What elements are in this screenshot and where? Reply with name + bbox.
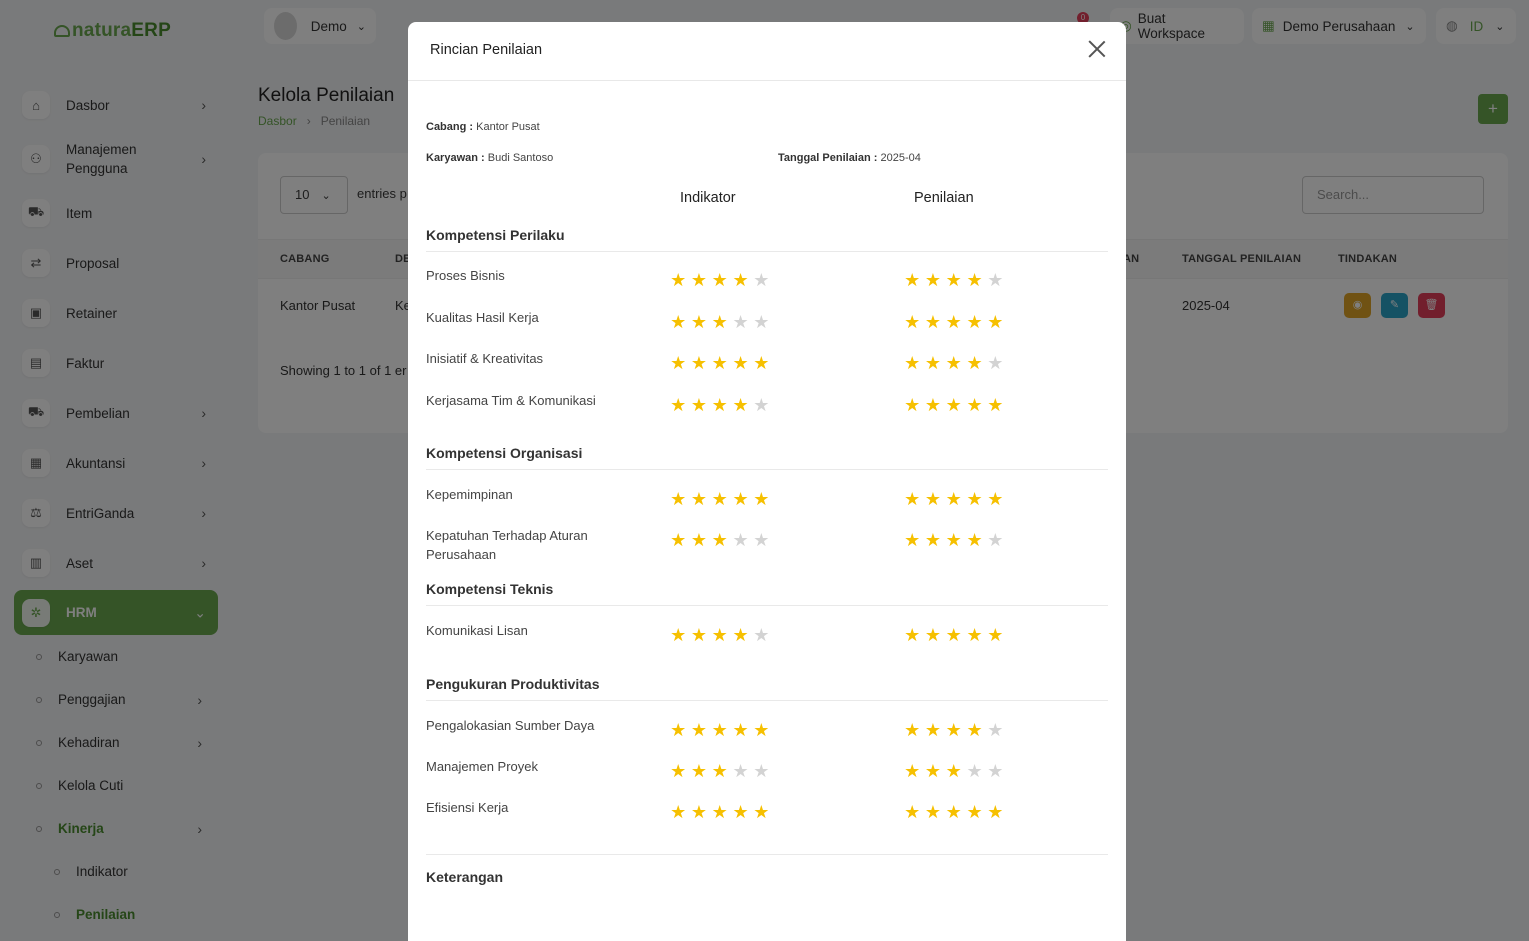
star-icon: ★ bbox=[690, 395, 708, 415]
star-icon: ★ bbox=[987, 270, 1004, 290]
star-icon: ★ bbox=[924, 720, 942, 740]
star-icon: ★ bbox=[924, 395, 942, 415]
star-icon: ★ bbox=[924, 761, 942, 781]
star-icon: ★ bbox=[987, 530, 1004, 550]
indikator-rating bbox=[669, 626, 770, 644]
star-icon: ★ bbox=[670, 270, 687, 290]
star-icon: ★ bbox=[904, 720, 921, 740]
star-icon: ★ bbox=[732, 489, 749, 509]
penilaian-rating bbox=[903, 490, 1004, 508]
star-icon: ★ bbox=[966, 761, 983, 781]
star-icon: ★ bbox=[904, 395, 921, 415]
star-icon: ★ bbox=[690, 489, 708, 509]
divider bbox=[426, 854, 1108, 855]
star-icon: ★ bbox=[904, 530, 921, 550]
indikator-rating bbox=[669, 313, 770, 331]
star-icon: ★ bbox=[711, 761, 728, 781]
indikator-rating bbox=[669, 271, 770, 289]
star-icon: ★ bbox=[711, 720, 728, 740]
star-icon: ★ bbox=[690, 353, 708, 373]
star-icon: ★ bbox=[732, 761, 749, 781]
criterion-label: Kepemimpinan bbox=[426, 487, 513, 502]
star-icon: ★ bbox=[732, 625, 749, 645]
star-icon: ★ bbox=[690, 625, 708, 645]
star-icon: ★ bbox=[711, 625, 728, 645]
star-icon: ★ bbox=[924, 489, 942, 509]
star-icon: ★ bbox=[945, 720, 962, 740]
star-icon: ★ bbox=[987, 353, 1004, 373]
criterion-label: Manajemen Proyek bbox=[426, 759, 538, 774]
star-icon: ★ bbox=[670, 530, 687, 550]
star-icon: ★ bbox=[966, 802, 983, 822]
star-icon: ★ bbox=[711, 270, 728, 290]
star-icon: ★ bbox=[711, 530, 728, 550]
penilaian-rating bbox=[903, 271, 1004, 289]
star-icon: ★ bbox=[732, 270, 749, 290]
star-icon: ★ bbox=[924, 625, 942, 645]
star-icon: ★ bbox=[987, 761, 1004, 781]
star-icon: ★ bbox=[690, 530, 708, 550]
employee-info: Karyawan : Budi Santoso bbox=[426, 152, 554, 164]
star-icon: ★ bbox=[732, 353, 749, 373]
star-icon: ★ bbox=[904, 761, 921, 781]
section-title: Pengukuran Produktivitas bbox=[426, 676, 600, 692]
star-icon: ★ bbox=[753, 353, 770, 373]
penilaian-rating bbox=[903, 396, 1004, 414]
penilaian-rating bbox=[903, 626, 1004, 644]
star-icon: ★ bbox=[690, 312, 708, 332]
star-icon: ★ bbox=[987, 802, 1004, 822]
star-icon: ★ bbox=[904, 353, 921, 373]
star-icon: ★ bbox=[732, 720, 749, 740]
star-icon: ★ bbox=[753, 761, 770, 781]
criterion-label: Efisiensi Kerja bbox=[426, 800, 509, 815]
star-icon: ★ bbox=[945, 353, 962, 373]
star-icon: ★ bbox=[966, 530, 983, 550]
star-icon: ★ bbox=[987, 312, 1004, 332]
star-icon: ★ bbox=[966, 312, 983, 332]
star-icon: ★ bbox=[924, 270, 942, 290]
criterion-label: Kerjasama Tim & Komunikasi bbox=[426, 393, 596, 408]
star-icon: ★ bbox=[670, 761, 687, 781]
star-icon: ★ bbox=[904, 625, 921, 645]
criterion-label: Pengalokasian Sumber Daya bbox=[426, 718, 595, 733]
star-icon: ★ bbox=[966, 489, 983, 509]
star-icon: ★ bbox=[904, 489, 921, 509]
star-icon: ★ bbox=[945, 312, 962, 332]
star-icon: ★ bbox=[732, 312, 749, 332]
appraisal-detail-modal bbox=[408, 22, 1126, 941]
star-icon: ★ bbox=[670, 312, 687, 332]
star-icon: ★ bbox=[904, 312, 921, 332]
section-divider bbox=[426, 251, 1108, 252]
indikator-rating bbox=[669, 531, 770, 549]
star-icon: ★ bbox=[732, 530, 749, 550]
modal-title: Rincian Penilaian bbox=[430, 42, 543, 58]
star-icon: ★ bbox=[753, 802, 770, 822]
star-icon: ★ bbox=[945, 530, 962, 550]
star-icon: ★ bbox=[904, 802, 921, 822]
section-divider bbox=[426, 605, 1108, 606]
penilaian-rating bbox=[903, 762, 1004, 780]
star-icon: ★ bbox=[966, 270, 983, 290]
section-title: Kompetensi Perilaku bbox=[426, 227, 565, 243]
star-icon: ★ bbox=[987, 395, 1004, 415]
star-icon: ★ bbox=[753, 395, 770, 415]
star-icon: ★ bbox=[753, 489, 770, 509]
branch-info: Cabang : Kantor Pusat bbox=[426, 121, 540, 133]
star-icon: ★ bbox=[924, 530, 942, 550]
star-icon: ★ bbox=[966, 395, 983, 415]
star-icon: ★ bbox=[945, 489, 962, 509]
star-icon: ★ bbox=[945, 395, 962, 415]
criterion-label: Kualitas Hasil Kerja bbox=[426, 310, 539, 325]
star-icon: ★ bbox=[945, 625, 962, 645]
star-icon: ★ bbox=[945, 761, 962, 781]
star-icon: ★ bbox=[987, 625, 1004, 645]
star-icon: ★ bbox=[690, 802, 708, 822]
star-icon: ★ bbox=[987, 720, 1004, 740]
indikator-rating bbox=[669, 762, 770, 780]
indikator-rating bbox=[669, 396, 770, 414]
penilaian-rating bbox=[903, 803, 1004, 821]
star-icon: ★ bbox=[753, 530, 770, 550]
star-icon: ★ bbox=[753, 720, 770, 740]
star-icon: ★ bbox=[690, 720, 708, 740]
section-divider bbox=[426, 700, 1108, 701]
date-info: Tanggal Penilaian : 2025-04 bbox=[778, 152, 921, 164]
penilaian-rating bbox=[903, 354, 1004, 372]
star-icon: ★ bbox=[945, 802, 962, 822]
star-icon: ★ bbox=[670, 489, 687, 509]
criterion-label: Inisiatif & Kreativitas bbox=[426, 351, 544, 366]
star-icon: ★ bbox=[987, 489, 1004, 509]
indikator-rating bbox=[669, 354, 770, 372]
star-icon: ★ bbox=[711, 802, 728, 822]
star-icon: ★ bbox=[753, 312, 770, 332]
star-icon: ★ bbox=[670, 720, 687, 740]
star-icon: ★ bbox=[711, 353, 728, 373]
star-icon: ★ bbox=[945, 270, 962, 290]
modal-header bbox=[408, 22, 1126, 81]
star-icon: ★ bbox=[690, 761, 708, 781]
star-icon: ★ bbox=[670, 395, 687, 415]
keterangan-title: Keterangan bbox=[426, 869, 504, 885]
star-icon: ★ bbox=[924, 802, 942, 822]
indikator-rating bbox=[669, 721, 770, 739]
criterion-label: Kepatuhan Terhadap Aturan Perusahaan bbox=[426, 528, 588, 562]
penilaian-rating bbox=[903, 313, 1004, 331]
star-icon: ★ bbox=[966, 353, 983, 373]
criterion-label: Komunikasi Lisan bbox=[426, 623, 528, 638]
star-icon: ★ bbox=[732, 802, 749, 822]
star-icon: ★ bbox=[711, 312, 728, 332]
section-title: Kompetensi Organisasi bbox=[426, 445, 583, 461]
column-indikator: Indikator bbox=[680, 190, 736, 206]
close-icon[interactable] bbox=[1088, 40, 1106, 58]
star-icon: ★ bbox=[711, 489, 728, 509]
star-icon: ★ bbox=[904, 270, 921, 290]
star-icon: ★ bbox=[924, 312, 942, 332]
star-icon: ★ bbox=[966, 625, 983, 645]
star-icon: ★ bbox=[670, 353, 687, 373]
star-icon: ★ bbox=[753, 270, 770, 290]
star-icon: ★ bbox=[966, 720, 983, 740]
star-icon: ★ bbox=[732, 395, 749, 415]
penilaian-rating bbox=[903, 531, 1004, 549]
criterion-label: Proses Bisnis bbox=[426, 268, 505, 283]
section-divider bbox=[426, 469, 1108, 470]
column-penilaian: Penilaian bbox=[914, 190, 974, 206]
section-title: Kompetensi Teknis bbox=[426, 581, 554, 597]
star-icon: ★ bbox=[924, 353, 942, 373]
star-icon: ★ bbox=[670, 802, 687, 822]
star-icon: ★ bbox=[753, 625, 770, 645]
star-icon: ★ bbox=[690, 270, 708, 290]
indikator-rating bbox=[669, 803, 770, 821]
star-icon: ★ bbox=[670, 625, 687, 645]
penilaian-rating bbox=[903, 721, 1004, 739]
star-icon: ★ bbox=[711, 395, 728, 415]
indikator-rating bbox=[669, 490, 770, 508]
